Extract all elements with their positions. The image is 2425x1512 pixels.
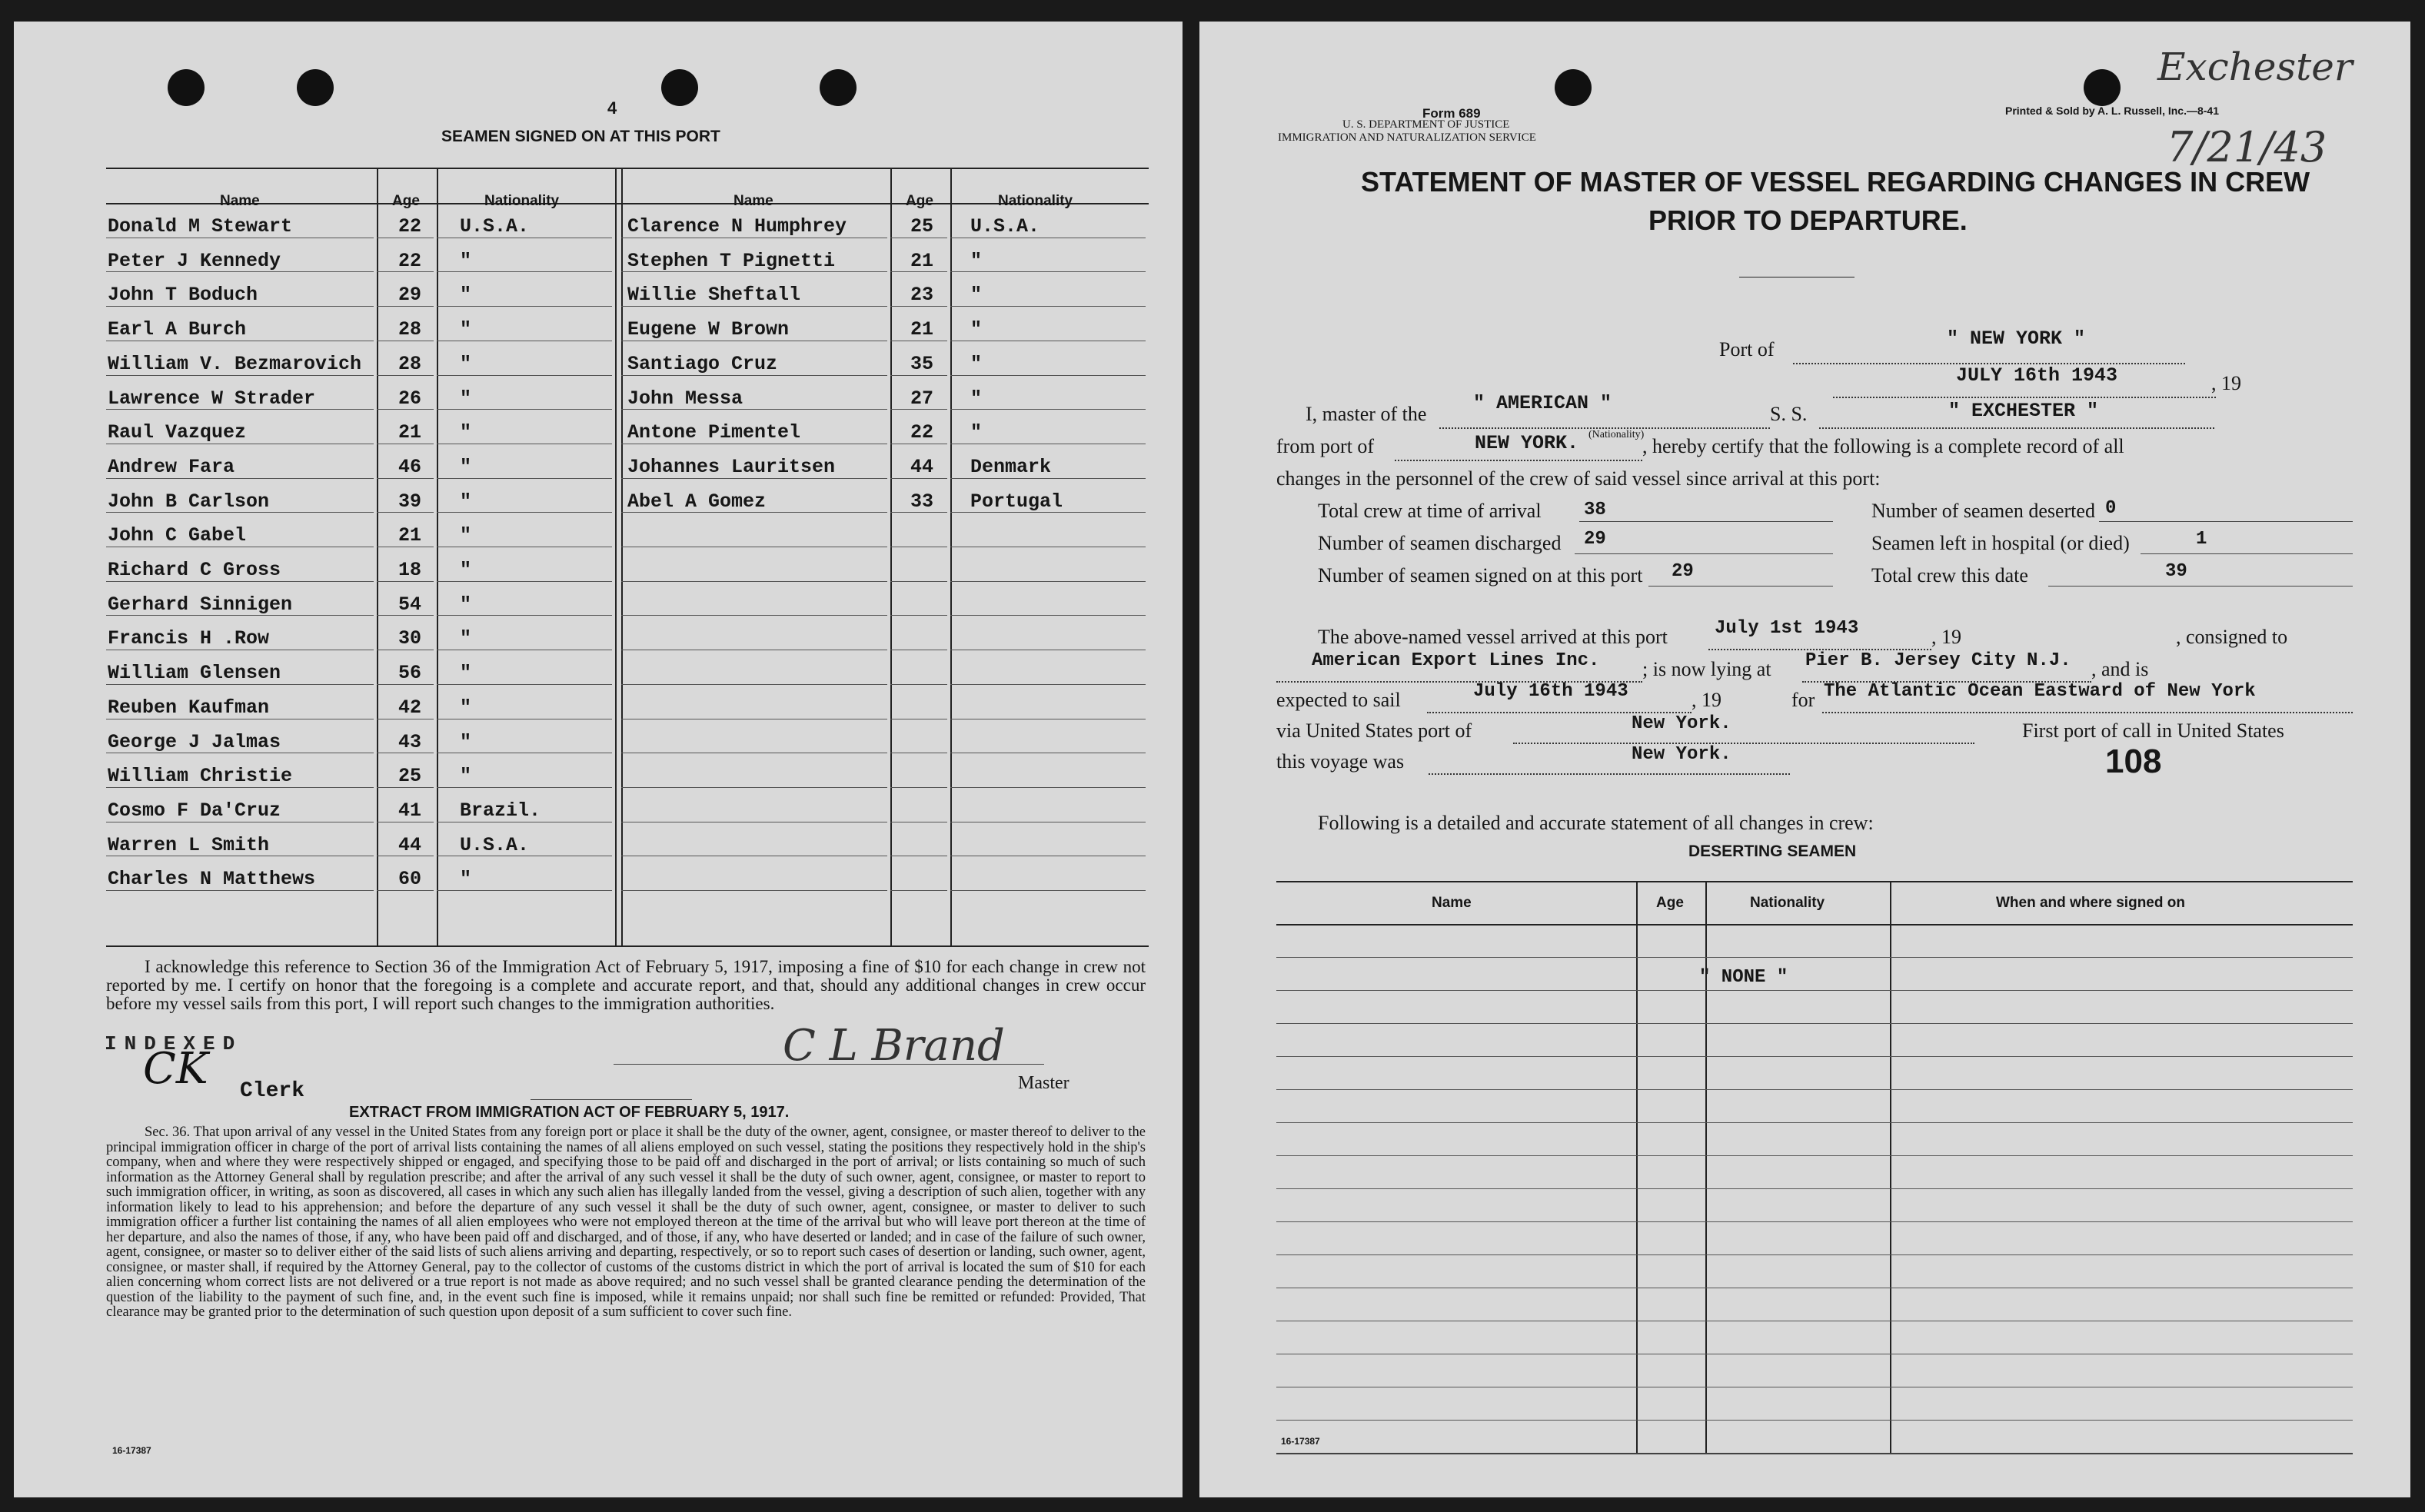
binder-hole xyxy=(820,69,857,106)
seaman-age: 35 xyxy=(910,352,934,375)
seaman-name: Raul Vazquez xyxy=(108,421,247,444)
seaman-nationality: " xyxy=(460,490,472,513)
seaman-name: Gerhard Sinnigen xyxy=(108,593,293,616)
seaman-nationality: " xyxy=(460,387,472,410)
seaman-nationality: Brazil. xyxy=(460,799,541,822)
handwritten-vessel-name: Exchester xyxy=(2157,45,2353,89)
from-port-label: from port of xyxy=(1276,435,1375,457)
total-crew-date-value: 39 xyxy=(2165,561,2187,582)
column-header-nationality-2: Nationality xyxy=(998,193,1073,209)
seaman-nationality: " xyxy=(460,455,472,478)
seaman-nationality: " xyxy=(970,421,983,444)
via-label: via United States port of xyxy=(1276,719,1472,742)
master-label: Master xyxy=(1018,1073,1069,1093)
vessel-name-value: " EXCHESTER " xyxy=(1948,400,2099,422)
certify-text: , hereby certify that the following is a complete record of all xyxy=(1642,435,2124,457)
seaman-nationality: Portugal xyxy=(970,490,1063,513)
and-is-label: , and is xyxy=(2091,658,2149,680)
seaman-age: 22 xyxy=(398,249,422,272)
seaman-nationality: Denmark xyxy=(970,455,1052,478)
seaman-name: Peter J Kennedy xyxy=(108,249,281,272)
seaman-age: 22 xyxy=(910,421,934,444)
seaman-age: 25 xyxy=(910,215,934,238)
seaman-age: 27 xyxy=(910,387,934,410)
seaman-age: 44 xyxy=(910,455,934,478)
seaman-name: Santiago Cruz xyxy=(627,352,778,375)
seaman-age: 18 xyxy=(398,559,422,581)
seaman-age: 46 xyxy=(398,455,422,478)
acknowledgement-text: I acknowledge this reference to Section 36 of the Immigration Act of February 5, 1917, imposing a fine of $10 for each change in crew not reported by me. I certify on honor that the foregoing is a complete and accurate report, and that, should any additional changes in crew occur before my vessel sails from this port, I will report such changes to the immigration authorities. xyxy=(106,957,1146,1013)
arrived-label: The above-named vessel arrived at this port xyxy=(1318,626,1668,648)
seaman-nationality: " xyxy=(460,730,472,753)
binder-hole xyxy=(2084,69,2121,106)
seaman-age: 29 xyxy=(398,284,422,307)
master-signature: C L Brand xyxy=(783,1021,1005,1071)
clerk-label: Clerk xyxy=(240,1079,305,1103)
arrived-value: July 1st 1943 xyxy=(1715,618,1859,639)
hospital-value: 1 xyxy=(2196,529,2207,550)
binder-hole xyxy=(168,69,205,106)
seaman-age: 21 xyxy=(398,421,422,444)
seaman-nationality: " xyxy=(460,249,472,272)
consigned-label: , consigned to xyxy=(2176,626,2288,648)
seaman-name: John T Boduch xyxy=(108,284,258,307)
discharged-label: Number of seamen discharged xyxy=(1318,532,1562,554)
total-crew-arrival-value: 38 xyxy=(1584,500,1606,520)
departure-date-value: JULY 16th 1943 xyxy=(1956,364,2118,387)
seaman-name: John B Carlson xyxy=(108,490,270,513)
seaman-name: Francis H .Row xyxy=(108,627,270,650)
seaman-nationality: " xyxy=(460,421,472,444)
following-text: Following is a detailed and accurate statement of all changes in crew: xyxy=(1318,812,1874,834)
seaman-nationality: U.S.A. xyxy=(970,215,1040,238)
printer-line: Printed & Sold by A. L. Russell, Inc.—8-41 xyxy=(2005,105,2219,117)
seaman-age: 33 xyxy=(910,490,934,513)
expected-year-suffix: , 19 xyxy=(1692,689,1721,711)
seaman-name: Charles N Matthews xyxy=(108,868,316,891)
deserting-none-entry: " NONE " xyxy=(1699,967,1788,988)
seaman-name: Andrew Fara xyxy=(108,455,235,478)
seaman-nationality: " xyxy=(460,559,472,581)
seaman-age: 22 xyxy=(398,215,422,238)
seaman-age: 23 xyxy=(910,284,934,307)
seaman-age: 21 xyxy=(910,249,934,272)
signed-on-label: Number of seamen signed on at this port xyxy=(1318,564,1643,587)
extract-heading: EXTRACT FROM IMMIGRATION ACT OF FEBRUARY 5, 1917. xyxy=(349,1104,790,1121)
seaman-age: 44 xyxy=(398,833,422,856)
total-crew-date-label: Total crew this date xyxy=(1871,564,2028,587)
seaman-nationality: " xyxy=(460,593,472,616)
form-code-right: 16-17387 xyxy=(1281,1436,1320,1447)
seaman-nationality: " xyxy=(460,284,472,307)
seaman-nationality: " xyxy=(460,352,472,375)
document-title-line-2: PRIOR TO DEPARTURE. xyxy=(1648,204,1968,236)
seaman-name: Richard C Gross xyxy=(108,559,281,581)
column-header-age-2: Age xyxy=(906,193,933,209)
binder-hole xyxy=(661,69,698,106)
seaman-nationality: " xyxy=(460,627,472,650)
seaman-nationality: " xyxy=(460,662,472,685)
seaman-age: 28 xyxy=(398,352,422,375)
extract-text: Sec. 36. That upon arrival of any vessel in the United States from any foreign port or place it shall be the duty of the owner, agent, consignee, or master thereof to deliver to the principal immigration officer in charge of the port of arrival lists containing the names of all aliens employed on such vessel, stating the positions they respectively hold in the ship's company, when and where they were respectively shipped or engaged, and specifying those to be paid off and discharged in the port of arrival; or lists containing so much of such information as the Attorney General shall by regulation prescribe; and after the arrival of any such vessel it shall be the duty of such owner, agent, consignee, or master to report to such immigration officer, in writing, as soon as discovered, all cases in which any such alien has illegally landed from the vessel, giving a description of such alien, together with any information likely to lead to his apprehension; and before the departure of any such vessel it shall be the duty of such owner, agent, consignee, or master to deliver to such immigration officer a further list containing the names of all alien employees who were not employed thereon at the time of the arrival but who will leave port thereon at the time of her departure, and also the names of those, if any, who have been paid off and discharged, and of those, if any, who have deserted or landed; and in case of the failure of such owner, agent, consignee, or master so to deliver either of the said lists of such aliens arriving and departing, respectively, or so to report such cases of desertion or landing, such owner, agent, consignee, or master shall, if required by the Attorney General, pay to the collector of customs of the customs district in which the port of arrival is located the sum of $10 for each alien concerning whom correct lists are not delivered or a true report is not made as above required; and no such vessel shall be granted clearance pending the determination of the question of the liability to the payment of such fine, and, in the event such fine is imposed, while it remains unpaid; nor shall such fine be remitted or refunded: Provided, That clearance may be granted prior to the determination of such question upon deposit of a sum sufficient to cover such fine. xyxy=(106,1125,1146,1320)
seaman-nationality: " xyxy=(970,318,983,341)
deserting-col-nationality: Nationality xyxy=(1750,895,1825,911)
seaman-nationality: " xyxy=(970,387,983,410)
hospital-label: Seamen left in hospital (or died) xyxy=(1871,532,2130,554)
clerk-initials: CK xyxy=(143,1044,208,1094)
lying-label: ; is now lying at xyxy=(1642,658,1771,680)
voyage-port-value: New York. xyxy=(1632,744,1731,765)
ss-label: S. S. xyxy=(1770,403,1808,425)
stamp-number: 108 xyxy=(2105,743,2162,780)
binder-hole xyxy=(1555,69,1592,106)
destination-value: The Atlantic Ocean Eastward of New York xyxy=(1824,681,2256,702)
expected-sail-value: July 16th 1943 xyxy=(1473,681,1628,702)
document-title-line-1: STATEMENT OF MASTER OF VESSEL REGARDING CHANGES IN CREW xyxy=(1361,166,2310,198)
seaman-name: William V. Bezmarovich xyxy=(108,352,362,375)
seaman-name: John Messa xyxy=(627,387,743,410)
for-label: for xyxy=(1791,689,1815,711)
form-number: Form 689 xyxy=(1422,106,1481,121)
page-number: 4 xyxy=(607,98,617,118)
seaman-age: 26 xyxy=(398,387,422,410)
seaman-age: 30 xyxy=(398,627,422,650)
seaman-name: Clarence N Humphrey xyxy=(627,215,847,238)
agency-line-2: IMMIGRATION AND NATURALIZATION SERVICE xyxy=(1278,131,1536,144)
seaman-age: 41 xyxy=(398,799,422,822)
seaman-age: 43 xyxy=(398,730,422,753)
seaman-name: Reuben Kaufman xyxy=(108,696,270,719)
handwritten-date: 7/21/43 xyxy=(2167,123,2327,171)
binder-hole xyxy=(297,69,334,106)
deserting-col-age: Age xyxy=(1656,895,1684,911)
seaman-name: Lawrence W Strader xyxy=(108,387,316,410)
total-crew-arrival-label: Total crew at time of arrival xyxy=(1318,500,1542,522)
deserting-col-name: Name xyxy=(1432,895,1472,911)
seaman-name: George J Jalmas xyxy=(108,730,281,753)
seaman-age: 21 xyxy=(398,524,422,547)
column-header-age: Age xyxy=(392,193,420,209)
deserting-heading: DESERTING SEAMEN xyxy=(1688,842,1857,860)
seaman-age: 60 xyxy=(398,868,422,891)
seaman-name: Cosmo F Da'Cruz xyxy=(108,799,281,822)
seaman-age: 28 xyxy=(398,318,422,341)
seaman-age: 25 xyxy=(398,765,422,788)
seaman-nationality: " xyxy=(460,318,472,341)
seaman-age: 42 xyxy=(398,696,422,719)
seaman-name: Stephen T Pignetti xyxy=(627,249,836,272)
indexed-stamp: INDEXED xyxy=(105,1032,243,1055)
seaman-nationality: " xyxy=(460,868,472,891)
seaman-age: 21 xyxy=(910,318,934,341)
seaman-nationality: U.S.A. xyxy=(460,215,530,238)
seaman-name: Donald M Stewart xyxy=(108,215,293,238)
seaman-name: Warren L Smith xyxy=(108,833,270,856)
seaman-name: Willie Sheftall xyxy=(627,284,801,307)
form-code: 16-17387 xyxy=(112,1445,151,1456)
seaman-age: 39 xyxy=(398,490,422,513)
deserting-col-signed-on: When and where signed on xyxy=(1996,895,2185,911)
seaman-age: 56 xyxy=(398,662,422,685)
seaman-name: William Christie xyxy=(108,765,293,788)
port-value: " NEW YORK " xyxy=(1947,327,2086,350)
seaman-nationality: " xyxy=(970,284,983,307)
nationality-caption: (Nationality) xyxy=(1588,429,1645,440)
seaman-nationality: " xyxy=(460,524,472,547)
expected-label: expected to sail xyxy=(1276,689,1401,711)
voyage-label: this voyage was xyxy=(1276,750,1405,773)
seaman-name: Antone Pimentel xyxy=(627,421,801,444)
seaman-name: Johannes Lauritsen xyxy=(627,455,836,478)
seaman-name: William Glensen xyxy=(108,662,281,685)
from-port-value: NEW YORK. xyxy=(1475,432,1579,454)
column-header-name: Name xyxy=(220,193,260,209)
year-suffix: , 19 xyxy=(2211,372,2241,394)
master-of-the-label: I, master of the xyxy=(1306,403,1427,425)
signed-on-value: 29 xyxy=(1672,561,1694,582)
agency-line-1: U. S. DEPARTMENT OF JUSTICE xyxy=(1342,118,1510,131)
deserted-label: Number of seamen deserted xyxy=(1871,500,2095,522)
seaman-name: Abel A Gomez xyxy=(627,490,767,513)
column-header-name-2: Name xyxy=(733,193,773,209)
vessel-nationality-value: " AMERICAN " xyxy=(1473,392,1612,414)
seaman-nationality: U.S.A. xyxy=(460,833,530,856)
port-label: Port of xyxy=(1719,338,1775,361)
arrived-year-suffix: , 19 xyxy=(1931,626,1961,648)
seaman-nationality: " xyxy=(460,765,472,788)
left-page xyxy=(14,22,1183,1497)
seaman-age: 54 xyxy=(398,593,422,616)
first-port-label: First port of call in United States xyxy=(2022,719,2284,742)
right-page xyxy=(1199,22,2410,1497)
deserted-value: 0 xyxy=(2105,498,2117,519)
certify-text-2: changes in the personnel of the crew of said vessel since arrival at this port: xyxy=(1276,467,1881,490)
lying-at-value: Pier B. Jersey City N.J. xyxy=(1805,650,2071,671)
signed-on-heading: SEAMEN SIGNED ON AT THIS PORT xyxy=(441,128,720,145)
column-header-nationality: Nationality xyxy=(484,193,560,209)
seaman-nationality: " xyxy=(970,249,983,272)
consignee-value: American Export Lines Inc. xyxy=(1312,650,1600,671)
via-port-value: New York. xyxy=(1632,713,1731,734)
discharged-value: 29 xyxy=(1584,529,1606,550)
seaman-name: Earl A Burch xyxy=(108,318,247,341)
seaman-nationality: " xyxy=(970,352,983,375)
seaman-name: Eugene W Brown xyxy=(627,318,790,341)
seaman-nationality: " xyxy=(460,696,472,719)
seaman-name: John C Gabel xyxy=(108,524,247,547)
